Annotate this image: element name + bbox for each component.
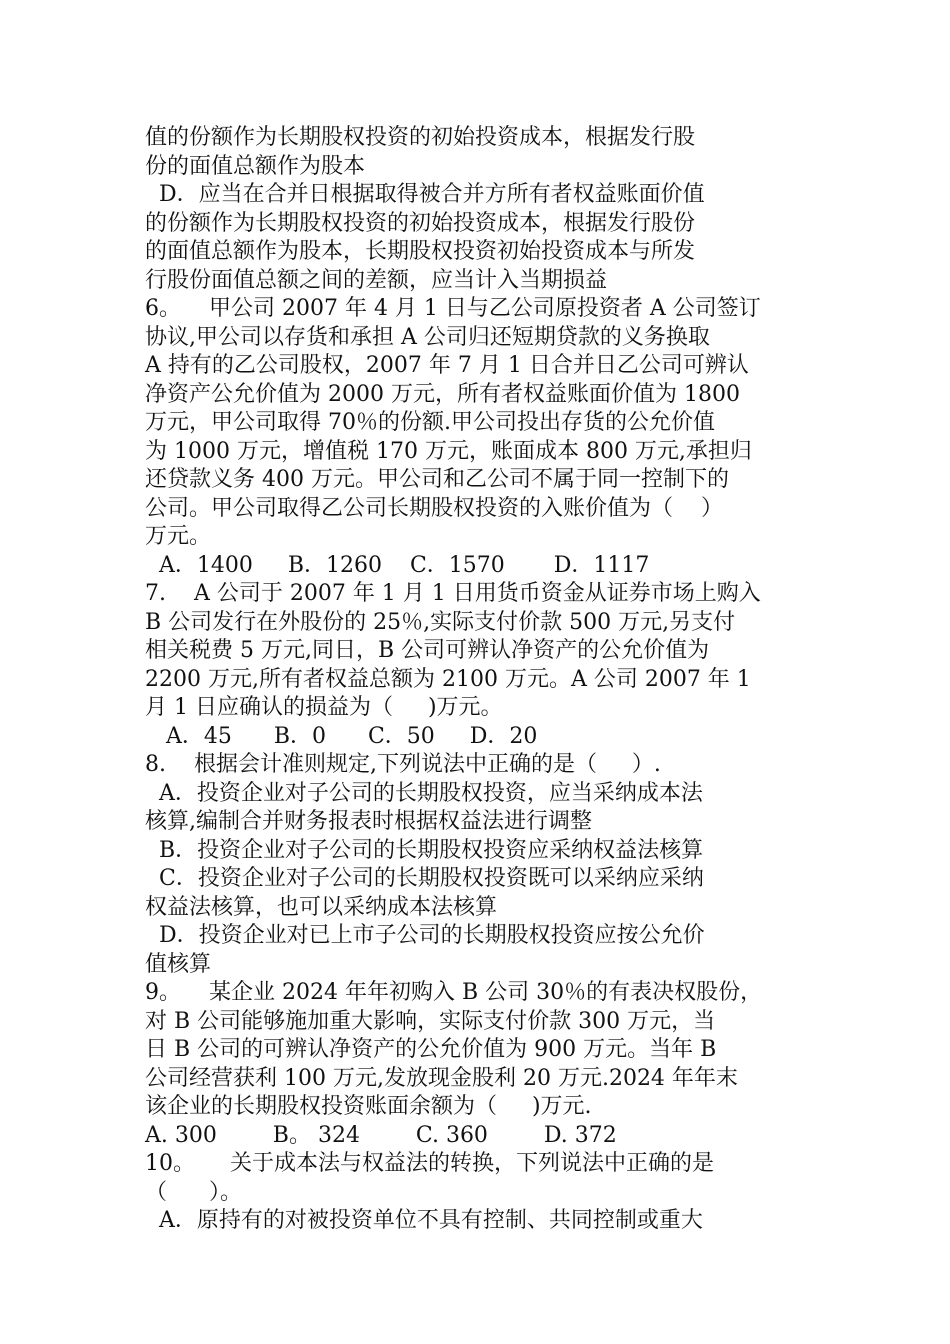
option-c-line: C．投资企业对子公司的长期股权投资既可以采纳应采纳: [145, 866, 704, 891]
text-line: 净资产公允价值为 2000 万元，所有者权益账面价值为 1800: [145, 381, 740, 407]
text-line: 还贷款义务 400 万元。甲公司和乙公司不属于同一控制下的: [145, 467, 729, 492]
text-line: 公司。甲公司取得乙公司长期股权投资的入账价值为（ ）: [145, 495, 723, 521]
text-line: 对 B 公司能够施加重大影响，实际支付价款 300 万元，当: [145, 1008, 716, 1034]
question-7-options: A．45 B．0 C．50 D．20: [145, 723, 538, 749]
text-line: 万元。: [145, 524, 212, 549]
text-line: 行股份面值总额之间的差额，应当计入当期损益: [145, 267, 608, 293]
text-line: 的份额作为长期股权投资的初始投资成本，根据发行股份: [145, 210, 696, 236]
text-line: 核算,编制合并财务报表时根据权益法进行调整: [145, 809, 592, 834]
question-8-line: 8. 根据会计准则规定,下列说法中正确的是（ ）.: [145, 752, 661, 777]
text-line: 日 B 公司的可辨认净资产的公允价值为 900 万元。当年 B: [145, 1037, 717, 1062]
text-line: 该企业的长期股权投资账面余额为（ )万元.: [145, 1094, 592, 1119]
text-line: 为 1000 万元，增值税 170 万元，账面成本 800 万元,承担归: [145, 438, 752, 464]
text-line: 的面值总额作为股本，长期股权投资初始投资成本与所发: [145, 239, 696, 264]
text-line: B 公司发行在外股份的 25％,实际支付价款 500 万元,另支付: [145, 609, 736, 635]
text-line: （ ）。: [145, 1179, 242, 1205]
text-line: 公司经营获利 100 万元,发放现金股利 20 万元.2024 年年末: [145, 1065, 738, 1091]
question-6-line: 6。 甲公司 2007 年 4 月 1 日与乙公司原投资者 A 公司签订: [145, 296, 761, 321]
option-a-line: A．投资企业对子公司的长期股权投资，应当采纳成本法: [145, 780, 703, 806]
text-line: 2200 万元,所有者权益总额为 2100 万元。A 公司 2007 年 1: [145, 666, 751, 692]
option-d-line: D．应当在合并日根据取得被合并方所有者权益账面价值: [145, 182, 705, 207]
question-7-line: 7. A 公司于 2007 年 1 月 1 日用货币资金从证券市场上购入: [145, 581, 761, 606]
question-10-line: 10。 关于成本法与权益法的转换，下列说法中正确的是: [145, 1151, 714, 1176]
question-9-line: 9。 某企业 2024 年年初购入 B 公司 30％的有表决权股份，: [145, 980, 763, 1005]
text-line: 份的面值总额作为股本: [145, 153, 366, 179]
option-d-line: D．投资企业对已上市子公司的长期股权投资应按公允价: [145, 923, 705, 948]
text-line: 协议,甲公司以存货和承担 A 公司归还短期贷款的义务换取: [145, 324, 710, 350]
text-line: A 持有的乙公司股权，2007 年 7 月 1 日合并日乙公司可辨认: [145, 353, 749, 378]
text-line: 值核算: [145, 951, 212, 977]
option-a-line: A．原持有的对被投资单位不具有控制、共同控制或重大: [145, 1208, 703, 1233]
document-body: [145, 124, 815, 1236]
question-9-options: A. 300 B。 324 C. 360 D. 372: [145, 1122, 617, 1148]
text-line: 值的份额作为长期股权投资的初始投资成本，根据发行股: [145, 125, 696, 150]
text-line: 权益法核算，也可以采纳成本法核算: [145, 894, 498, 920]
text-line: 月 1 日应确认的损益为（ )万元。: [145, 695, 503, 720]
option-b-line: B．投资企业对子公司的长期股权投资应采纳权益法核算: [145, 837, 704, 863]
text-line: 相关税费 5 万元,同日，B 公司可辨认净资产的公允价值为: [145, 638, 710, 663]
text-line: 万元，甲公司取得 70％的份额.甲公司投出存货的公允价值: [145, 410, 715, 435]
question-6-options: A．1400 B．1260 C．1570 D．1117: [145, 552, 650, 578]
